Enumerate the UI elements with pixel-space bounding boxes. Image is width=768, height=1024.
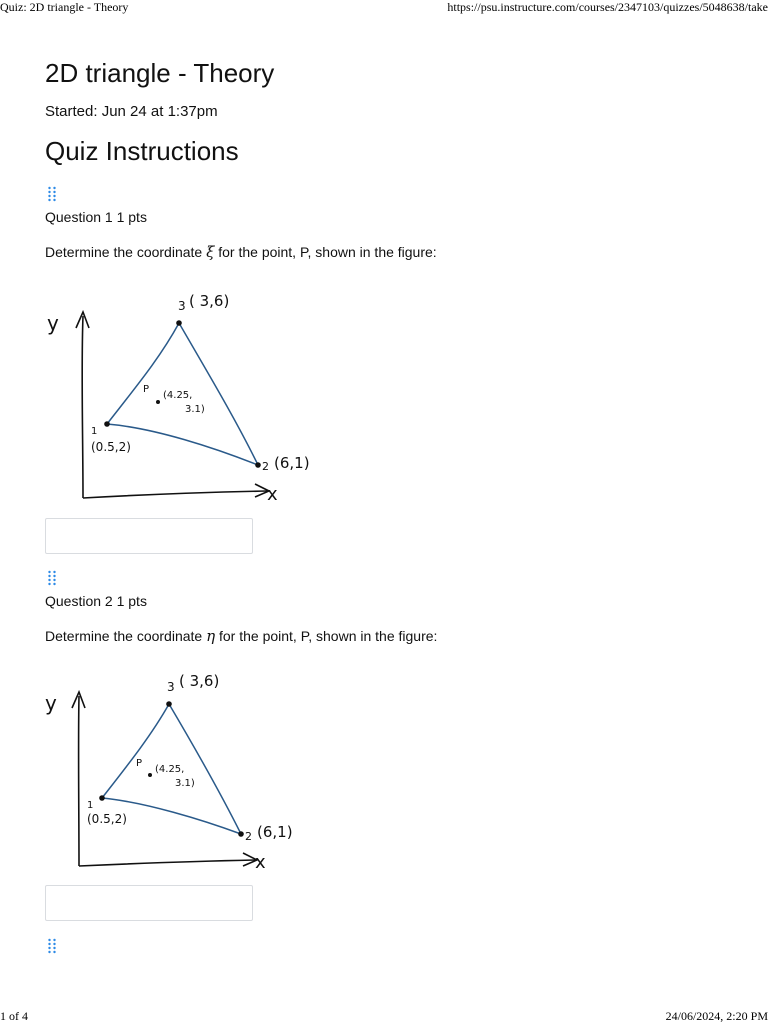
point-p-coord-line1: (4.25,	[155, 764, 185, 775]
question-1-text-after: for the point, P, shown in the figure:	[214, 244, 437, 260]
point-p-coord-line2: 3.1)	[185, 404, 205, 415]
point-p-label: P	[136, 758, 143, 769]
y-axis-label: y	[47, 311, 59, 335]
node-2	[238, 831, 244, 837]
node-1	[99, 795, 105, 801]
question-2-text	[45, 627, 437, 645]
node-3-label: 3	[178, 299, 186, 313]
node-3-label: 3	[167, 680, 175, 694]
question-2-answer-input[interactable]	[45, 885, 253, 921]
node-2-coord: (6,1)	[274, 454, 310, 472]
drag-handle-icon[interactable]	[47, 938, 57, 954]
drag-handle-icon[interactable]	[47, 186, 57, 202]
node-2-label: 2	[245, 830, 252, 843]
question-2-symbol: η	[206, 627, 216, 645]
point-p-coord-line2: 3.1)	[175, 778, 195, 789]
question-1-text	[45, 243, 437, 261]
question-2-text-after: for the point, P, shown in the figure:	[215, 628, 438, 644]
question-1-symbol: ξ	[206, 243, 215, 261]
quiz-started-time: Started: Jun 24 at 1:37pm	[45, 103, 218, 120]
point-p-coord-line1: (4.25,	[163, 390, 193, 401]
print-header	[0, 0, 768, 14]
node-3	[166, 701, 172, 707]
node-3-coord: ( 3,6)	[179, 672, 220, 690]
y-axis-label: y	[45, 691, 57, 715]
page-title: 2D triangle - Theory	[45, 58, 275, 88]
x-axis	[83, 491, 267, 498]
print-header-url: https://psu.instructure.com/courses/2347103/quizzes/5048638/take	[447, 0, 768, 14]
drag-handle-icon[interactable]	[47, 570, 57, 586]
node-1-coord: (0.5,2)	[87, 812, 127, 826]
point-p	[156, 400, 160, 404]
x-axis	[79, 860, 255, 866]
node-3	[176, 320, 182, 326]
question-1-figure	[45, 278, 335, 508]
node-1-label: 1	[87, 800, 94, 811]
point-p-label: P	[143, 384, 150, 395]
question-1-text-before: Determine the coordinate	[45, 244, 207, 260]
point-p	[148, 773, 152, 777]
question-1-header: Question 1 1 pts	[45, 209, 147, 225]
print-footer-datetime: 24/06/2024, 2:20 PM	[665, 1009, 768, 1023]
node-2-label: 2	[262, 460, 269, 473]
question-2-figure	[45, 662, 335, 874]
node-2-coord: (6,1)	[257, 823, 293, 841]
node-3-coord: ( 3,6)	[189, 292, 230, 310]
x-axis-label: x	[267, 484, 278, 505]
question-1-answer-input[interactable]	[45, 518, 253, 554]
y-axis	[82, 316, 83, 498]
print-footer-page: 1 of 4	[0, 1009, 28, 1023]
node-1	[104, 421, 110, 427]
node-2	[255, 462, 261, 468]
question-2-text-before: Determine the coordinate	[45, 628, 207, 644]
question-2-header: Question 2 1 pts	[45, 593, 147, 609]
node-1-label: 1	[91, 426, 98, 437]
print-footer	[0, 1009, 768, 1023]
print-header-title: Quiz: 2D triangle - Theory	[0, 0, 129, 14]
x-axis-label: x	[255, 852, 266, 873]
quiz-instructions-heading: Quiz Instructions	[45, 136, 239, 166]
node-1-coord: (0.5,2)	[91, 440, 131, 454]
